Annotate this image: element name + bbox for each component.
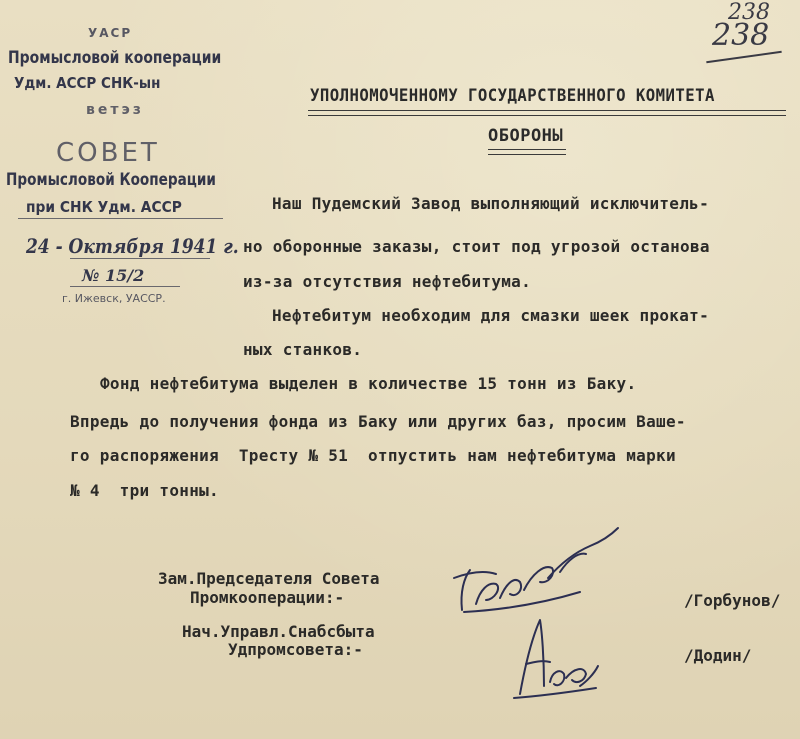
body-line-3: из-за отсутствия нефтебитума. (243, 272, 532, 291)
addressee-double-rule (308, 110, 786, 116)
signature-1-title-line-1: Зам.Председателя Совета (158, 569, 380, 588)
stamp-line-6: СОВЕТ (56, 138, 160, 168)
body-line-1: Наш Пудемский Завод выполняющий исключитель- (272, 194, 710, 213)
stamp-line-3: Удм. АССР СНК-ын (14, 74, 161, 92)
stamp-date-underline (70, 258, 210, 259)
body-line-6: Фонд нефтебитума выделен в количестве 15 тонн из Баку. (100, 374, 637, 393)
signature-1-name: /Горбунов/ (684, 591, 781, 610)
stamp-number: № 15/2 (82, 266, 145, 285)
stamp-date: 24 - Октября 1941 г. (26, 234, 239, 258)
archive-number-small: 238 (728, 0, 770, 25)
body-line-9: № 4 три тонны. (70, 481, 219, 500)
body-line-2: но оборонные заказы, стоит под угрозой останова (243, 237, 710, 256)
archive-number-large: 238 (712, 18, 770, 53)
signature-2-title-line-2: Удпромсовета:- (228, 640, 363, 659)
body-line-8: го распоряжения Тресту № 51 отпустить нам нефтебитума марки (70, 446, 676, 465)
handwritten-signature-2 (500, 602, 610, 702)
stamp-line-1: УАСР (88, 26, 133, 40)
addressee-line-2: ОБОРОНЫ (488, 126, 564, 146)
stamp-line-7: Промысловой Кооперации (6, 170, 216, 190)
stamp-number-underline (70, 286, 180, 287)
stamp-line-2: Промысловой кооперации (8, 48, 222, 68)
stamp-divider (18, 218, 223, 219)
body-line-5: ных станков. (243, 340, 363, 359)
stamp-line-8: при СНК Удм. АССР (26, 198, 182, 216)
addressee-line-1: УПОЛНОМОЧЕННОМУ ГОСУДАРСТВЕННОГО КОМИТЕТА (310, 86, 715, 106)
addressee-line-2-rule (488, 149, 566, 155)
stamp-line-4: ветэз (86, 102, 144, 118)
stamp-city: г. Ижевск, УАССР. (62, 292, 166, 305)
signature-1-title-line-2: Промкооперации:- (190, 588, 345, 607)
body-line-7: Впредь до получения фонда из Баку или других баз, просим Ваше- (70, 412, 686, 431)
signature-2-name: /Додин/ (684, 646, 752, 665)
body-line-4: Нефтебитум необходим для смазки шеек прокат- (272, 306, 710, 325)
signature-2-title-line-1: Нач.Управл.Снабсбыта (182, 622, 375, 641)
